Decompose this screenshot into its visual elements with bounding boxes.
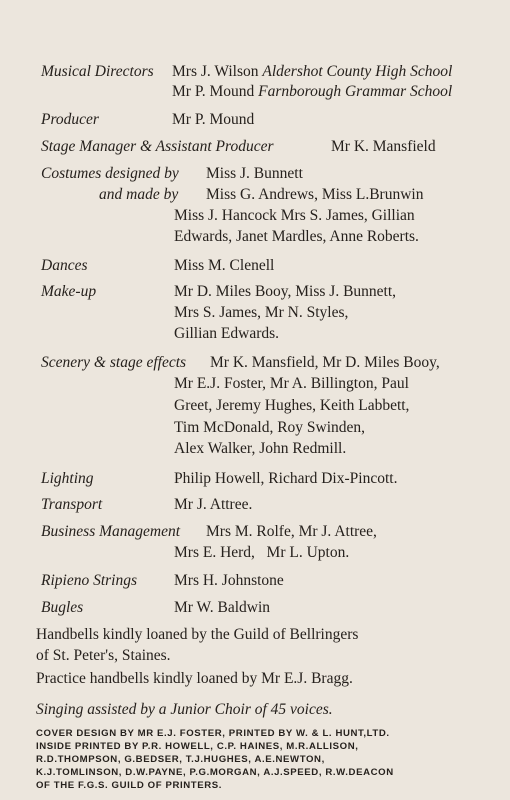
role-ripieno-strings: Ripieno Strings — [41, 572, 138, 589]
role-musical-directors: Musical Directors — [41, 63, 154, 80]
printers-line-3: R.D.THOMPSON, G.BEDSER, T.J.HUGHES, A.E.NEWTON, — [36, 754, 325, 765]
role-makeup: Make-up — [41, 283, 97, 300]
costumes-designer: Miss J. Bunnett — [206, 165, 303, 182]
printers-line-1: COVER DESIGN BY MR E.J. FOSTER, PRINTED BY W. & L. HUNT,LTD. — [36, 728, 390, 739]
musical-director-2-school: Farnborough Grammar School — [258, 83, 453, 100]
dances-name: Miss M. Clenell — [174, 257, 275, 274]
business-line-2: Mrs E. Herd, Mr L. Upton. — [174, 544, 350, 561]
handbells-note-line-1: Handbells kindly loaned by the Guild of Bellringers — [36, 626, 359, 643]
role-producer: Producer — [41, 111, 99, 128]
role-bugles: Bugles — [41, 599, 84, 616]
role-dances: Dances — [41, 257, 88, 274]
ripieno-name: Mrs H. Johnstone — [174, 572, 284, 589]
transport-name: Mr J. Attree. — [174, 496, 253, 513]
costumes-makers-2: Miss J. Hancock Mrs S. James, Gillian — [174, 207, 415, 224]
musical-director-1-school: Aldershot County High School — [262, 63, 453, 80]
producer-name: Mr P. Mound — [172, 111, 255, 128]
scenery-line-3: Greet, Jeremy Hughes, Keith Labbett, — [174, 397, 410, 414]
musical-director-1-name: Mrs J. Wilson — [172, 63, 259, 80]
costumes-makers-1: Miss G. Andrews, Miss L.Brunwin — [206, 186, 424, 203]
scenery-line-1: Mr K. Mansfield, Mr D. Miles Booy, — [210, 354, 440, 371]
role-business-management: Business Management — [41, 523, 181, 540]
printers-line-5: OF THE F.G.S. GUILD OF PRINTERS. — [36, 780, 223, 791]
scenery-line-4: Tim McDonald, Roy Swinden, — [174, 419, 366, 436]
printers-line-2: INSIDE PRINTED BY P.R. HOWELL, C.P. HAINES, M.R.ALLISON, — [36, 741, 359, 752]
scenery-line-2: Mr E.J. Foster, Mr A. Billington, Paul — [174, 375, 409, 392]
bugles-name: Mr W. Baldwin — [174, 599, 271, 616]
role-transport: Transport — [41, 496, 103, 513]
makeup-line-1: Mr D. Miles Booy, Miss J. Bunnett, — [174, 283, 397, 300]
makeup-line-2: Mrs S. James, Mr N. Styles, — [174, 304, 349, 321]
role-stage-manager: Stage Manager & Assistant Producer — [41, 138, 274, 155]
costumes-makers-3: Edwards, Janet Mardles, Anne Roberts. — [174, 228, 419, 245]
role-scenery: Scenery & stage effects — [41, 354, 187, 371]
singing-note: Singing assisted by a Junior Choir of 45 voices. — [36, 701, 333, 718]
makeup-line-3: Gillian Edwards. — [174, 325, 280, 342]
lighting-names: Philip Howell, Richard Dix-Pincott. — [174, 470, 398, 487]
role-costumes-designed: Costumes designed by — [41, 165, 179, 182]
printers-line-4: K.J.TOMLINSON, D.W.PAYNE, P.G.MORGAN, A.J.SPEED, R.W.DEACON — [36, 767, 394, 778]
musical-director-2 — [172, 82, 452, 102]
role-costumes-made: and made by — [99, 186, 179, 203]
scenery-line-5: Alex Walker, John Redmill. — [174, 440, 347, 457]
practice-handbells-note: Practice handbells kindly loaned by Mr E.J. Bragg. — [36, 670, 353, 687]
handbells-note-line-2: of St. Peter's, Staines. — [36, 647, 171, 664]
business-line-1: Mrs M. Rolfe, Mr J. Attree, — [206, 523, 377, 540]
musical-director-1 — [172, 62, 452, 82]
stage-manager-name: Mr K. Mansfield — [331, 138, 436, 155]
musical-director-2-name: Mr P. Mound — [172, 83, 255, 100]
role-lighting: Lighting — [41, 470, 94, 487]
